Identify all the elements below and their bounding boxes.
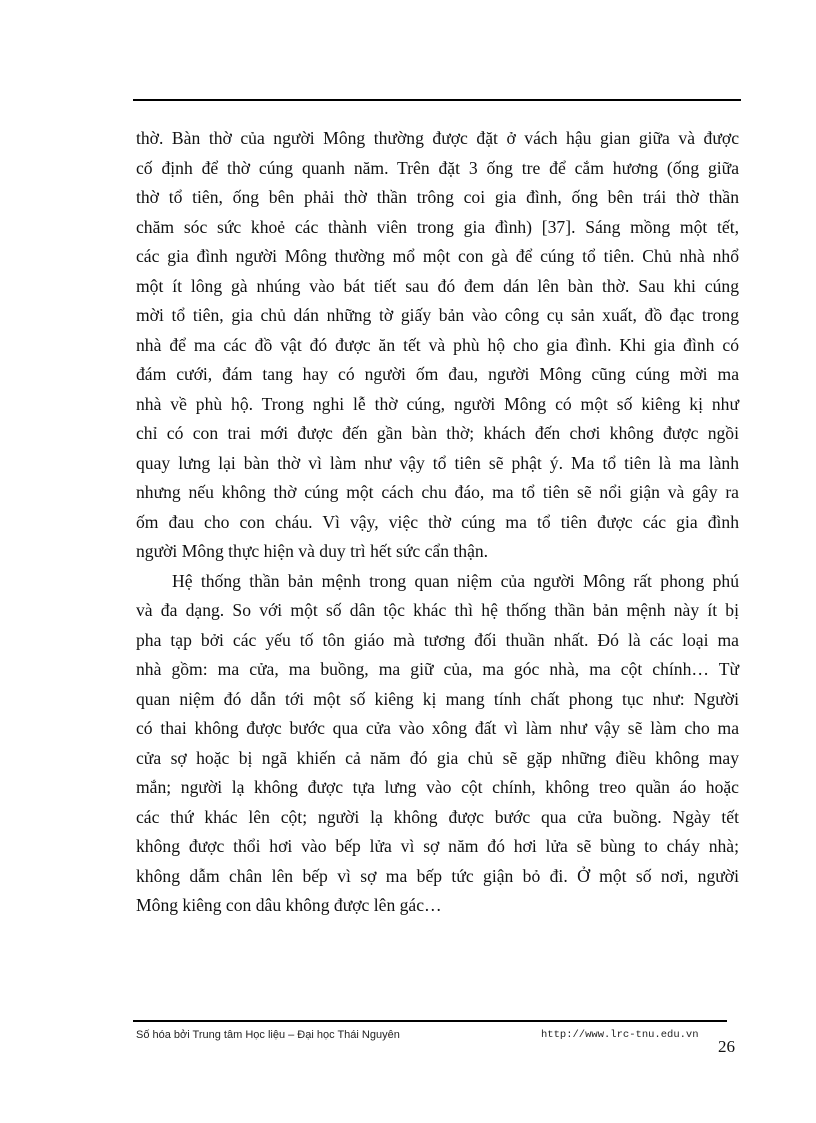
text-line: cố định để thờ cúng quanh năm. Trên đặt 3 ống tre để cắm hương (ống giữa (136, 157, 739, 178)
text-line: và đa dạng. So với một số dân tộc khác thì hệ thống thần bản mệnh này ít bị (136, 600, 739, 620)
text-line: ốm đau cho con cháu. Vì vậy, việc thờ cúng ma tổ tiên được các gia đình (136, 511, 739, 532)
text-line: các thứ khác lên cột; người lạ không được bước qua cửa buồng. Ngày tết (136, 806, 739, 827)
header-rule (133, 99, 741, 101)
text-line: nhà để ma các đồ vật đó được ăn tết và phù hộ cho gia đình. Khi gia đình có (136, 334, 739, 355)
text-line: chỉ có con trai mới được đến gần bàn thờ; khách đến chơi không được ngồi (136, 423, 739, 443)
text-line: không được thổi hơi vào bếp lửa vì sợ năm đó hơi lửa sẽ bùng to cháy nhà; (136, 836, 739, 856)
text-line: chăm sóc sức khoẻ các thành viên trong gia đình) [37]. Sáng mồng một tết, (136, 216, 739, 237)
text-line: quan niệm đó dẫn tới một số kiêng kị mang tính chất phong tục như: Người (136, 688, 739, 709)
text-line: có thai không được bước qua cửa vào xông đất vì làm như vậy sẽ làm cho ma (136, 718, 739, 738)
paragraph-first-line: Hệ thống thần bản mệnh trong quan niệm của người Mông rất phong phú (172, 570, 739, 591)
text-line: mời tổ tiên, gia chủ dán những tờ giấy bản vào công cụ sản xuất, đồ đạc trong (136, 305, 739, 325)
text-line: Mông kiêng con dâu không được lên gác… (136, 895, 442, 915)
text-line: nhà về phù hộ. Trong nghi lễ thờ cúng, người Mông có một số kiêng kị như (136, 393, 739, 414)
text-line: thờ tổ tiên, ống bên phải thờ thần trông coi gia đình, ống bên trái thờ thần (136, 187, 739, 207)
footer-url-link[interactable]: http://www.lrc-tnu.edu.vn (541, 1029, 699, 1041)
text-line: không dẫm chân lên bếp vì sợ ma bếp tức giận bỏ đi. Ở một số nơi, người (136, 865, 739, 886)
text-line: các gia đình người Mông thường mổ một con gà để cúng tổ tiên. Chủ nhà nhổ (136, 246, 739, 266)
page-number: 26 (718, 1037, 735, 1056)
footer-attribution: Số hóa bởi Trung tâm Học liệu – Đại học Thái Nguyên (136, 1029, 400, 1041)
text-line: nhà gồm: ma cửa, ma buồng, ma giữ của, ma góc nhà, ma cột chính… Từ (136, 659, 739, 679)
text-line: thờ. Bàn thờ của người Mông thường được đặt ở vách hậu gian giữa và được (136, 128, 739, 148)
text-line: mắn; người lạ không được tựa lưng vào cột chính, không treo quần áo hoặc (136, 777, 739, 797)
footer-rule (133, 1020, 727, 1022)
text-line: cửa sợ hoặc bị ngã khiến cả năm đó gia chủ sẽ gặp những điều không may (136, 747, 739, 768)
text-line: pha tạp bởi các yếu tố tôn giáo mà tương đối thuần nhất. Đó là các loại ma (136, 629, 739, 650)
text-line: một ít lông gà nhúng vào bát tiết sau đó đem dán lên bàn thờ. Sau khi cúng (136, 275, 739, 296)
text-line: đám cưới, đám tang hay có người ốm đau, người Mông cũng cúng mời ma (136, 364, 739, 384)
text-line: quay lưng lại bàn thờ vì làm như vậy tổ tiên sẽ phật ý. Ma tổ tiên là ma lành (136, 452, 739, 473)
text-line: nhưng nếu không thờ cúng một cách chu đáo, ma tổ tiên sẽ nổi giận và gây ra (136, 482, 739, 502)
body-text (136, 124, 739, 921)
text-line: người Mông thực hiện và duy trì hết sức cẩn thận. (136, 541, 489, 561)
